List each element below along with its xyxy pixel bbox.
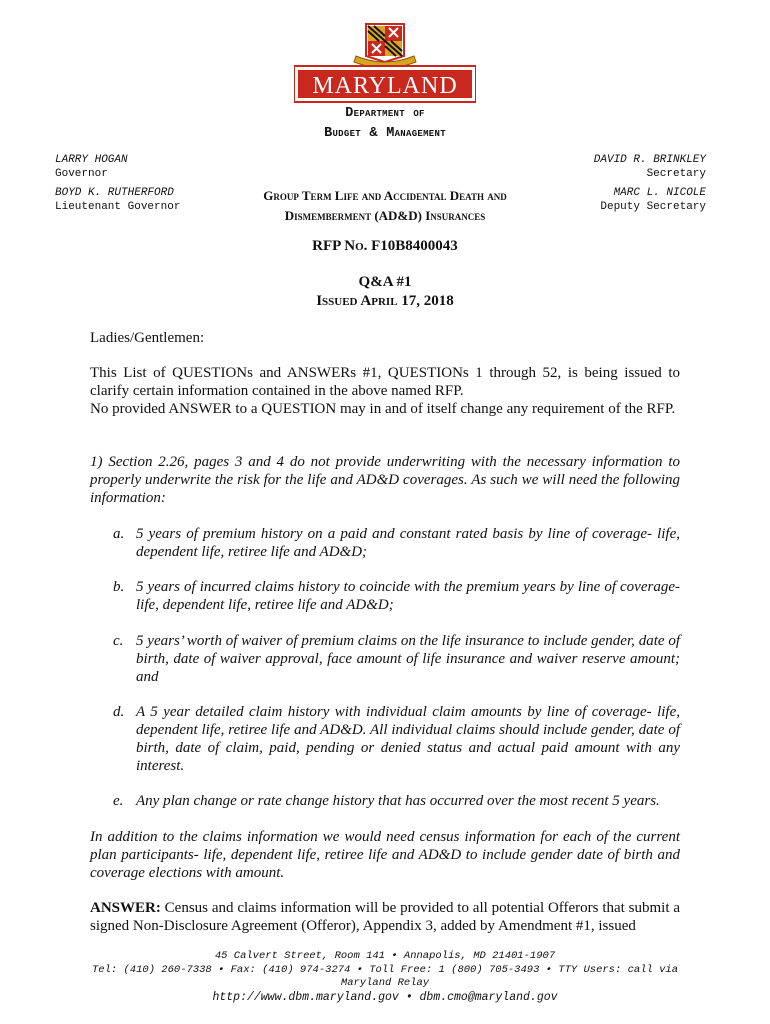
list-item-d bbox=[113, 703, 680, 775]
lt-governor-block bbox=[55, 187, 180, 214]
footer-phones: Tel: (410) 260-7338 • Fax: (410) 974-3274 • Toll Free: 1 (800) 705-3493 • TTY Users: call via bbox=[92, 964, 678, 976]
secretary-name: DAVID R. BRINKLEY bbox=[593, 154, 706, 166]
governor-name: LARRY HOGAN bbox=[55, 154, 128, 166]
list-item-label: a. bbox=[113, 526, 125, 542]
lt-governor-name: BOYD K. RUTHERFORD bbox=[55, 187, 174, 199]
list-item-text: Any plan change or rate change history that has occurred over the most recent 5 years. bbox=[136, 793, 660, 809]
document-title bbox=[205, 186, 565, 226]
list-item-b bbox=[113, 578, 680, 614]
secretary-block bbox=[594, 154, 706, 181]
dept-line-1: Department of bbox=[345, 106, 425, 121]
answer-paragraph bbox=[90, 899, 680, 935]
secretary-title: Secretary bbox=[646, 167, 706, 180]
list-item-text: 5 years of incurred claims history to coincide with the premium years by line of coverage- life, dependent life, retiree life and AD&D; bbox=[136, 579, 680, 613]
list-item-a bbox=[113, 525, 680, 561]
deputy-block bbox=[600, 187, 706, 214]
governor-block bbox=[55, 154, 128, 181]
intro-text-1: This List of QUESTIONs and ANSWERs #1, QUESTIONs 1 through 52, is being issued to clarify certain information contained in the above named RFP. bbox=[90, 365, 680, 399]
list-item-c bbox=[113, 632, 680, 686]
footer-relay: Maryland Relay bbox=[340, 977, 430, 989]
answer-text: Census and claims information will be provided to all potential Offerors that submit a signed Non-Disclosure Agreement (Offeror), Appendix 3, added by Amendment #1, issued bbox=[90, 900, 680, 934]
footer-address: 45 Calvert Street, Room 141 • Annapolis, MD 21401-1907 bbox=[214, 950, 556, 962]
question-1-followup: In addition to the claims information we would need census information for each of the current plan participants- life, dependent life, retiree life and AD&D to include gender date of birth and coverage elections with amount. bbox=[90, 829, 680, 881]
logo-wordmark: MARYLAND bbox=[312, 73, 458, 99]
issued-date: Issued April 17, 2018 bbox=[316, 293, 454, 309]
answer-label: ANSWER: bbox=[90, 900, 161, 916]
list-item-text: A 5 year detailed claim history with individual claim amounts by line of coverage- life, dependent life, retiree life and AD&D. All individual claims should include gender, date of birth, date of claim, paid, pending or denied status and actual paid amount with any interest. bbox=[136, 704, 680, 774]
intro-paragraph bbox=[90, 364, 680, 418]
list-item-label: b. bbox=[113, 579, 125, 595]
governor-title: Governor bbox=[55, 167, 108, 180]
maryland-logo bbox=[294, 22, 476, 104]
list-item-label: e. bbox=[113, 793, 124, 809]
list-item-e bbox=[113, 792, 680, 810]
title-line-2: Dismemberment (AD&D) Insurances bbox=[284, 208, 486, 223]
dept-line-2: Budget & Management bbox=[324, 126, 446, 141]
lt-governor-title: Lieutenant Governor bbox=[55, 200, 181, 213]
deputy-name: MARC L. NICOLE bbox=[613, 187, 706, 199]
list-item-label: d. bbox=[113, 704, 125, 720]
list-item-text: 5 years’ worth of waiver of premium claims on the life insurance to include gender, date of birth, date of waiver approval, face amount of life insurance and waiver reserve amount; and bbox=[136, 633, 680, 685]
title-line-1: Group Term Life and Accidental Death and bbox=[263, 188, 507, 203]
qa-number: Q&A #1 bbox=[358, 274, 412, 290]
footer-web-links[interactable]: http://www.dbm.maryland.gov • dbm.cmo@maryland.gov bbox=[212, 991, 558, 1004]
salutation: Ladies/Gentlemen: bbox=[90, 330, 205, 346]
intro-text-2: No provided ANSWER to a QUESTION may in and of itself change any requirement of the RFP. bbox=[90, 401, 676, 417]
deputy-title: Deputy Secretary bbox=[600, 200, 706, 213]
list-item-text: 5 years of premium history on a paid and constant rated basis by line of coverage- life, dependent life, retiree life and AD&D; bbox=[136, 526, 680, 560]
question-1: 1) Section 2.26, pages 3 and 4 do not provide underwriting with the necessary information to properly underwrite the risk for the life and AD&D coverages. As such we will need the following information: bbox=[90, 454, 680, 506]
list-item-label: c. bbox=[113, 633, 124, 649]
rfp-number: RFP No. F10B8400043 bbox=[312, 238, 458, 254]
maryland-flag-icon bbox=[294, 22, 476, 104]
